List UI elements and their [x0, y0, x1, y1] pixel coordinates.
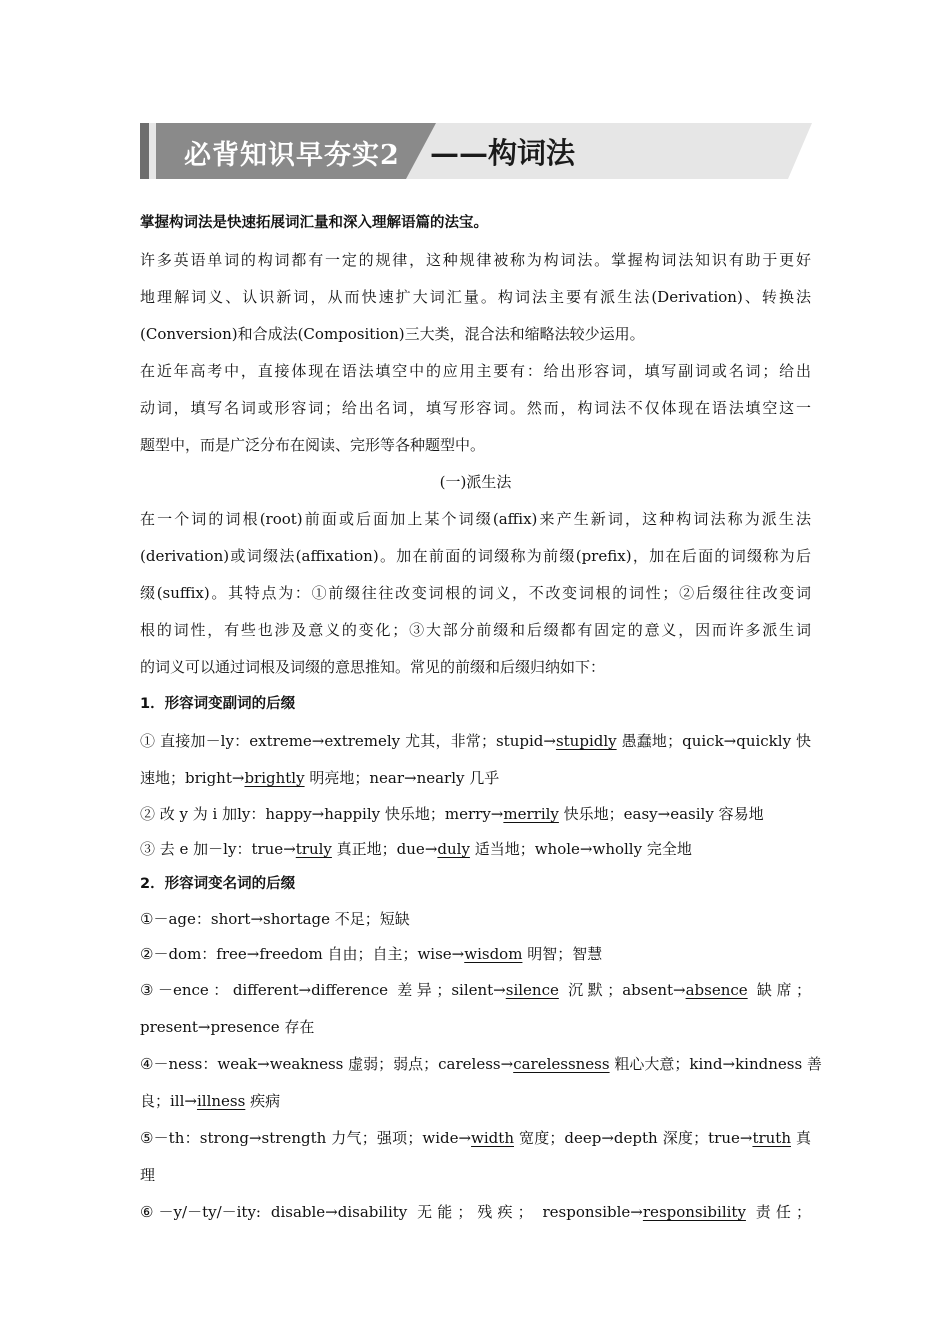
item-text: 宽度；deep→depth 深度；true→: [513, 1129, 753, 1147]
answer-word: stupidly: [555, 732, 617, 750]
item-text: 快乐地；easy→easily 容易地: [558, 805, 764, 823]
item-text: 真正地；due→: [331, 840, 438, 858]
item-text: 良；ill→: [140, 1092, 197, 1110]
answer-word: duly: [437, 840, 470, 858]
paragraph-1-line-3: (Conversion)和合成法(Composition)三大类，混合法和缩略法较少运用。: [140, 325, 645, 343]
answer-word: absence: [685, 981, 748, 999]
paragraph-1-line-1: 许多英语单词的构词都有一定的规律，这种规律被称为构词法。掌握构词法知识有助于更好: [140, 251, 811, 269]
noun-item-6: [140, 1194, 811, 1231]
noun-item-5-cont: 理: [140, 1166, 156, 1184]
item-text: ② 改 y 为 i 加ly：happy→happily 快乐地；merry→: [140, 805, 504, 823]
answer-word: merrily: [503, 805, 559, 823]
adv-item-3: [140, 832, 811, 867]
noun-item-3: [140, 972, 811, 1009]
item-text: 速地；bright→: [140, 769, 245, 787]
item-text: 缺席；: [747, 981, 811, 999]
answer-word: illness: [196, 1092, 246, 1110]
answer-word: width: [471, 1129, 514, 1147]
noun-item-4: [140, 1046, 822, 1083]
answer-word: truth: [752, 1129, 791, 1147]
paragraph-2-line-1: 在近年高考中，直接体现在语法填空中的应用主要有：给出形容词，填写副词或名词；给出: [140, 362, 811, 380]
item-text: 粗心大意；kind→kindness 善: [609, 1055, 822, 1073]
item-text: 明智；智慧: [522, 945, 603, 963]
item-text: 明亮地；near→nearly 几乎: [304, 769, 500, 787]
banner-right-title: ——构词法: [430, 136, 576, 170]
answer-word: carelessness: [513, 1055, 610, 1073]
paragraph-2-line-3: 题型中，而是广泛分布在阅读、完形等各种题型中。: [140, 436, 486, 454]
item-text: 疾病: [245, 1092, 281, 1110]
section-title: (一)派生法: [439, 473, 512, 491]
item-text: ⑤－th：strong→strength 力气；强项；wide→: [140, 1129, 472, 1147]
item-text: ②－dom：free→freedom 自由；自主；wise→: [140, 945, 465, 963]
item-text: 愚蠢地；quick→quickly 快: [616, 732, 811, 750]
item-text: ③ 去 e 加－ly：true→: [140, 840, 296, 858]
item-text: ④－ness：weak→weakness 虚弱；弱点；careless→: [140, 1055, 514, 1073]
noun-item-5: [140, 1120, 811, 1157]
paragraph-2-line-2: 动词，填写名词或形容词；给出名词，填写形容词。然而，构词法不仅体现在语法填空这一: [140, 399, 811, 417]
answer-word: truly: [295, 840, 332, 858]
answer-word: wisdom: [464, 945, 523, 963]
section-banner: [140, 123, 812, 179]
noun-item-3-cont: present→presence 存在: [140, 1018, 315, 1036]
noun-item-4-cont: [140, 1083, 811, 1120]
noun-item-2: [140, 937, 811, 972]
answer-word: brightly: [244, 769, 305, 787]
heading-adj-to-noun: 2．形容词变名词的后缀: [140, 876, 296, 892]
paragraph-3-line-5: 的词义可以通过词根及词缀的意思推知。常见的前缀和后缀归纳如下：: [140, 658, 606, 676]
answer-word: silence: [505, 981, 559, 999]
paragraph-3-line-4: 根的词性，有些也涉及意义的变化；③大部分前缀和后缀都有固定的意义，因而许多派生词: [140, 621, 811, 639]
adv-item-1: [140, 723, 811, 760]
banner-left-title: 必背知识早夯实2: [184, 140, 400, 171]
adv-item-2: [140, 797, 811, 832]
noun-item-1: ①－age：short→shortage 不足；短缺: [140, 910, 410, 928]
item-text: ③－ence：different→difference 差异；silent→: [140, 981, 506, 999]
intro-sentence: 掌握构词法是快速拓展词汇量和深入理解语篇的法宝。: [140, 215, 488, 231]
answer-word: responsibility: [642, 1203, 746, 1221]
heading-adj-to-adv: 1．形容词变副词的后缀: [140, 696, 296, 712]
paragraph-3-line-1: 在一个词的词根(root)前面或后面加上某个词缀(affix)来产生新词，这种构词法称为派生法: [140, 510, 811, 528]
paragraph-1-line-2: 地理解词义、认识新词，从而快速扩大词汇量。构词法主要有派生法(Derivation)、转换法: [140, 288, 811, 306]
item-text: 真: [791, 1129, 811, 1147]
paragraph-3-line-2: (derivation)或词缀法(affixation)。加在前面的词缀称为前缀(prefix)，加在后面的词缀称为后: [140, 547, 811, 565]
item-text: 适当地；whole→wholly 完全地: [469, 840, 692, 858]
paragraph-3-line-3: 缀(suffix)。其特点为：①前缀往往改变词根的词义，不改变词根的词性；②后缀往往改变词: [140, 584, 811, 602]
item-text: ⑥－y/－ty/－ity: disable→disability 无能；残疾； responsible→: [140, 1203, 643, 1221]
document-body: [140, 205, 822, 1231]
item-text: 责任；: [745, 1203, 811, 1221]
item-text: 沉默；absent→: [558, 981, 686, 999]
item-text: ① 直接加－ly：extreme→extremely 尤其，非常；stupid→: [140, 732, 556, 750]
adv-item-1-cont: [140, 760, 811, 797]
